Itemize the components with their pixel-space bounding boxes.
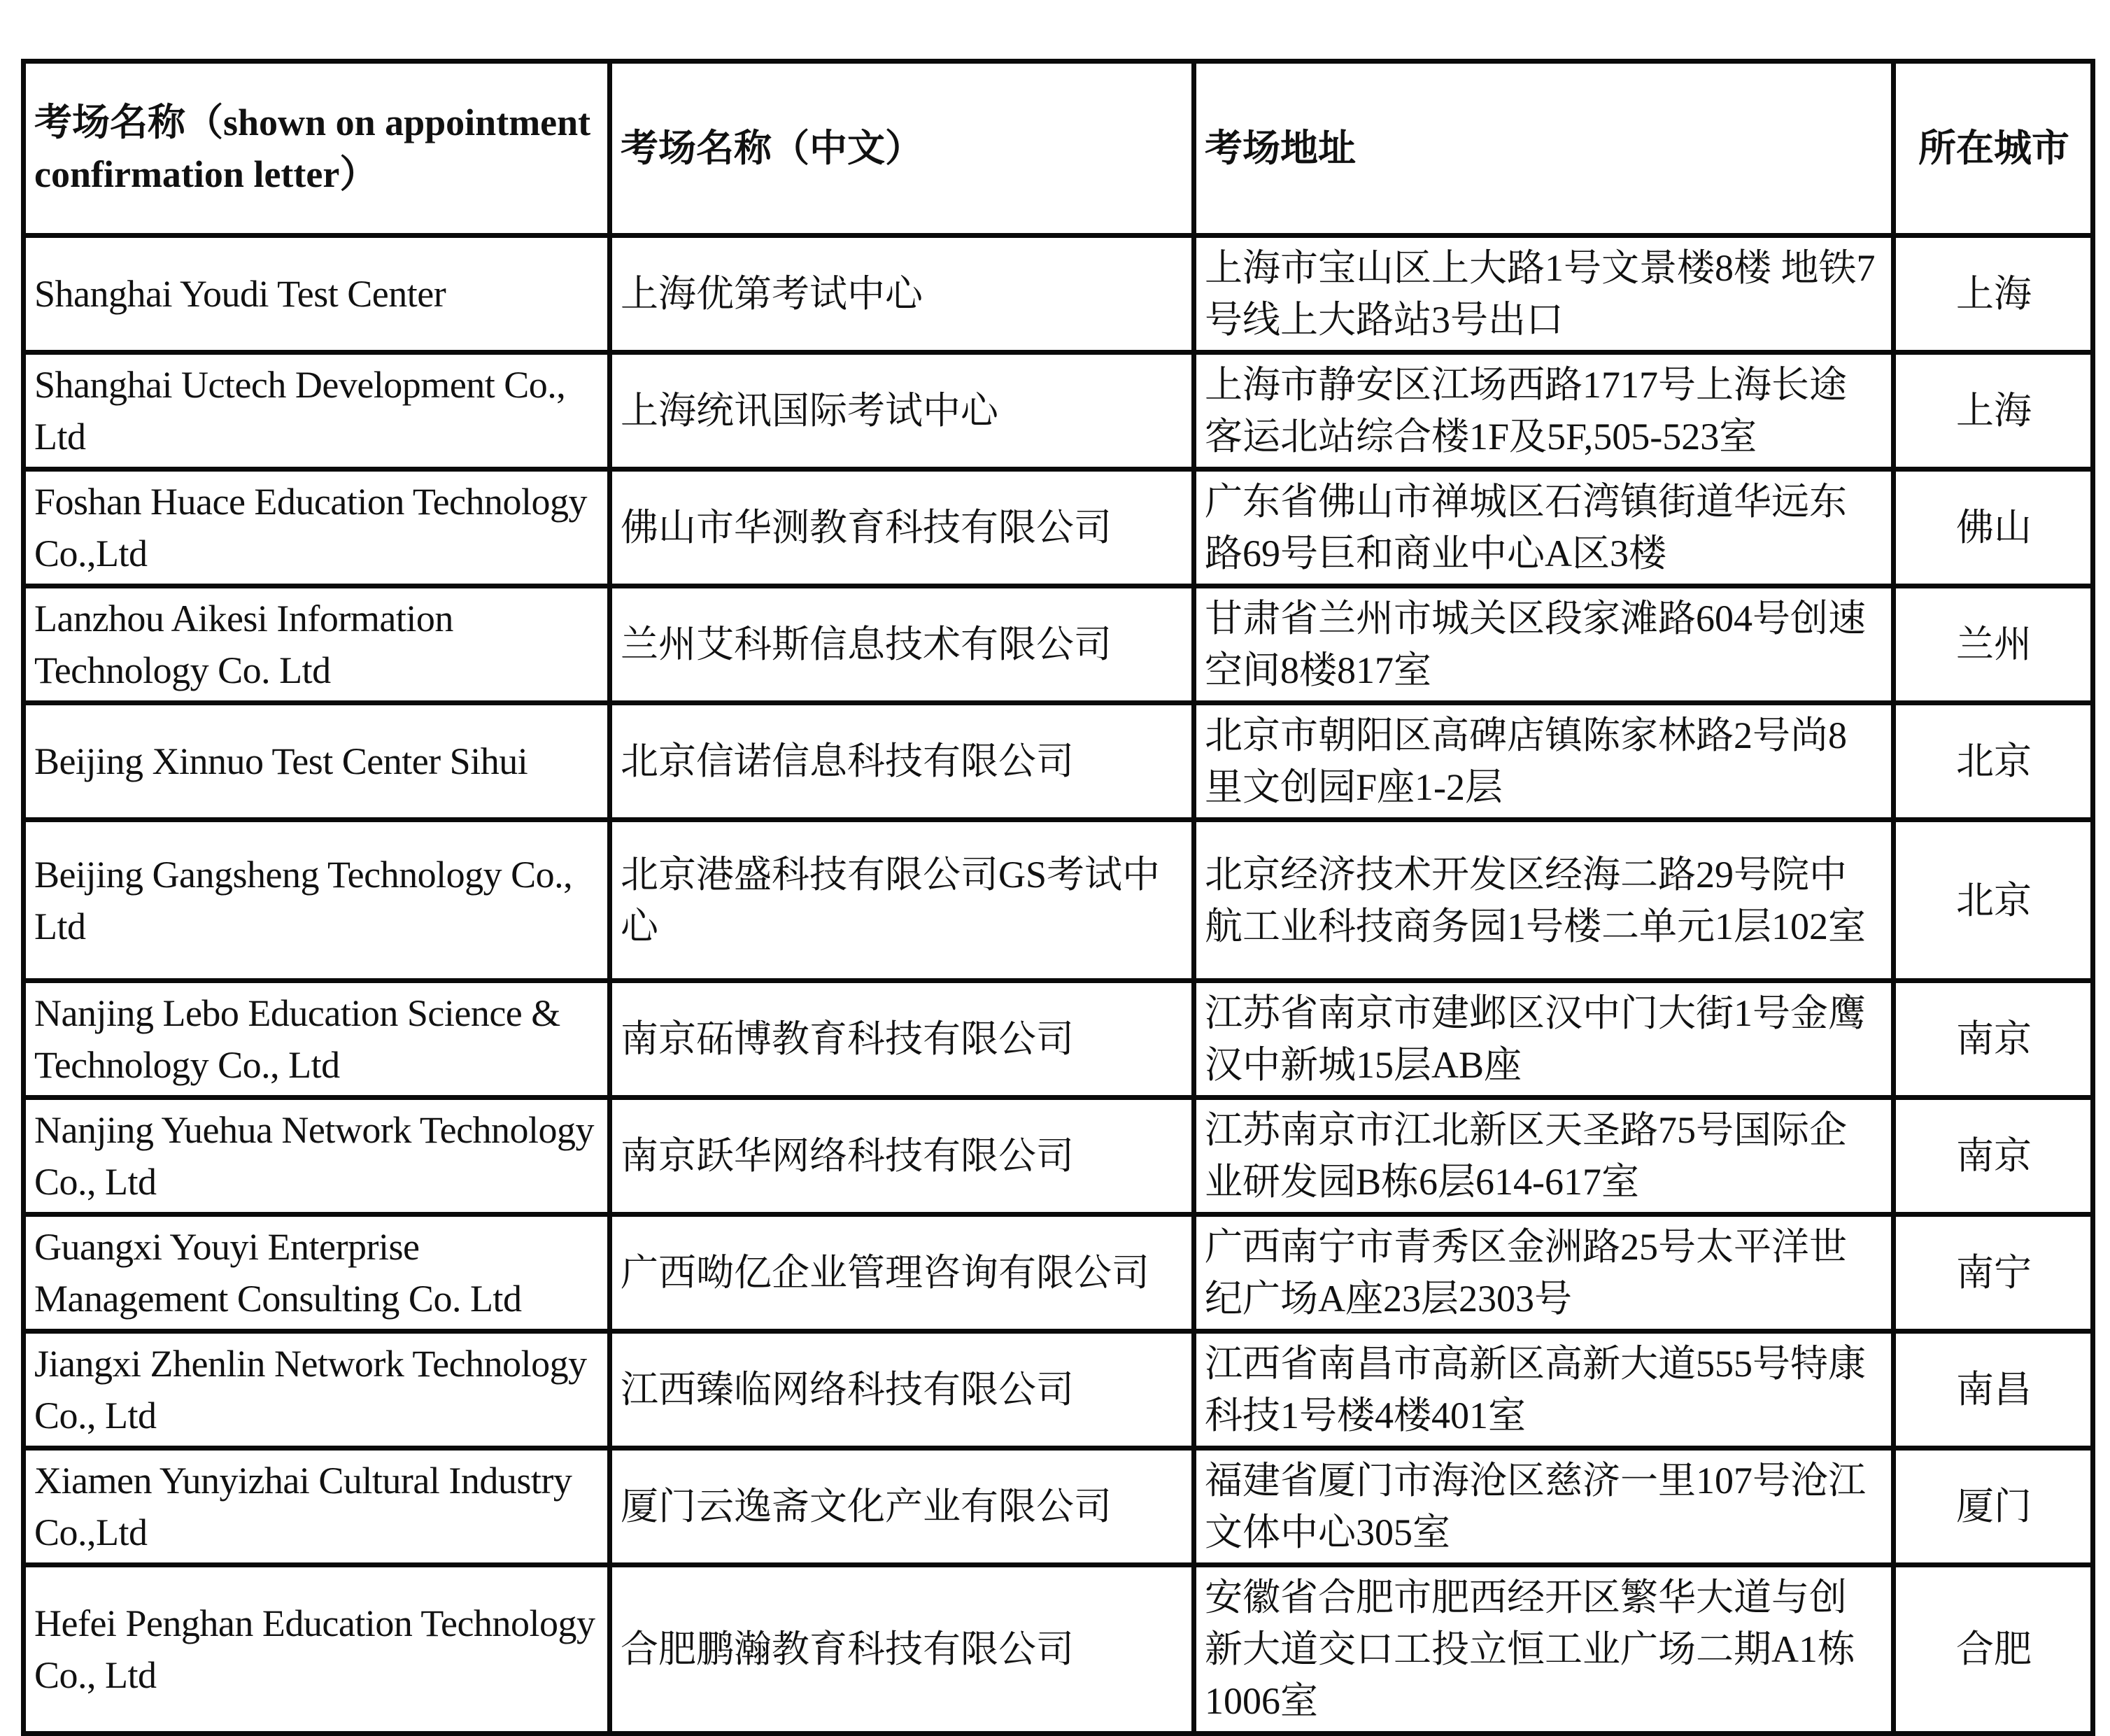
table-body xyxy=(24,236,2093,1734)
cell-address: 江苏省南京市建邺区汉中门大街1号金鹰汉中新城15层AB座 xyxy=(1194,981,1894,1098)
cell-name-cn: 南京跃华网络科技有限公司 xyxy=(610,1098,1194,1215)
cell-address: 江苏南京市江北新区天圣路75号国际企业研发园B栋6层614-617室 xyxy=(1194,1098,1894,1215)
cell-name-en: Foshan Huace Education Technology Co.,Ltd xyxy=(24,470,610,586)
table-row xyxy=(24,353,2093,470)
cell-name-en: Nanjing Yuehua Network Technology Co., Ltd xyxy=(24,1098,610,1215)
table-row xyxy=(24,470,2093,586)
cell-name-en: Guangxi Youyi Enterprise Management Consulting Co. Ltd xyxy=(24,1215,610,1332)
header-city: 所在城市 xyxy=(1894,62,2093,236)
cell-address: 安徽省合肥市肥西经开区繁华大道与创新大道交口工投立恒工业广场二期A1栋1006室 xyxy=(1194,1565,1894,1734)
cell-name-en: Hefei Penghan Education Technology Co., Ltd xyxy=(24,1565,610,1734)
table-header xyxy=(24,62,2093,236)
table-row xyxy=(24,1215,2093,1332)
cell-name-en: Xiamen Yunyizhai Cultural Industry Co.,Ltd xyxy=(24,1448,610,1565)
cell-name-cn: 北京信诺信息科技有限公司 xyxy=(610,703,1194,820)
cell-name-en: Shanghai Uctech Development Co., Ltd xyxy=(24,353,610,470)
cell-name-cn: 上海统讯国际考试中心 xyxy=(610,353,1194,470)
header-row xyxy=(24,62,2093,236)
cell-name-en: Beijing Gangsheng Technology Co., Ltd xyxy=(24,820,610,981)
cell-address: 福建省厦门市海沧区慈济一里107号沧江文体中心305室 xyxy=(1194,1448,1894,1565)
cell-name-en: Jiangxi Zhenlin Network Technology Co., Ltd xyxy=(24,1332,610,1448)
cell-address: 甘肃省兰州市城关区段家滩路604号创速空间8楼817室 xyxy=(1194,586,1894,703)
cell-name-cn: 兰州艾科斯信息技术有限公司 xyxy=(610,586,1194,703)
cell-address: 上海市静安区江场西路1717号上海长途客运北站综合楼1F及5F,505-523室 xyxy=(1194,353,1894,470)
header-address: 考场地址 xyxy=(1194,62,1894,236)
cell-name-cn: 厦门云逸斋文化产业有限公司 xyxy=(610,1448,1194,1565)
cell-address: 上海市宝山区上大路1号文景楼8楼 地铁7号线上大路站3号出口 xyxy=(1194,236,1894,353)
cell-city: 南昌 xyxy=(1894,1332,2093,1448)
cell-city: 北京 xyxy=(1894,820,2093,981)
header-name-en: 考场名称（shown on appointment confirmation letter） xyxy=(24,62,610,236)
cell-city: 上海 xyxy=(1894,236,2093,353)
cell-address: 广西南宁市青秀区金洲路25号太平洋世纪广场A座23层2303号 xyxy=(1194,1215,1894,1332)
cell-address: 北京市朝阳区高碑店镇陈家林路2号尚8里文创园F座1-2层 xyxy=(1194,703,1894,820)
cell-name-en: Beijing Xinnuo Test Center Sihui xyxy=(24,703,610,820)
cell-city: 南京 xyxy=(1894,1098,2093,1215)
table-row xyxy=(24,1448,2093,1565)
cell-name-cn: 江西臻临网络科技有限公司 xyxy=(610,1332,1194,1448)
cell-city: 厦门 xyxy=(1894,1448,2093,1565)
cell-name-en: Shanghai Youdi Test Center xyxy=(24,236,610,353)
table-row xyxy=(24,981,2093,1098)
cell-name-cn: 佛山市华测教育科技有限公司 xyxy=(610,470,1194,586)
cell-name-en: Nanjing Lebo Education Science & Technology Co., Ltd xyxy=(24,981,610,1098)
cell-name-cn: 北京港盛科技有限公司GS考试中心 xyxy=(610,820,1194,981)
cell-city: 合肥 xyxy=(1894,1565,2093,1734)
cell-name-cn: 广西呦亿企业管理咨询有限公司 xyxy=(610,1215,1194,1332)
table-row xyxy=(24,703,2093,820)
test-center-table xyxy=(21,59,2095,1736)
cell-name-cn: 合肥鹏瀚教育科技有限公司 xyxy=(610,1565,1194,1734)
cell-address: 广东省佛山市禅城区石湾镇街道华远东路69号巨和商业中心A区3楼 xyxy=(1194,470,1894,586)
cell-city: 佛山 xyxy=(1894,470,2093,586)
cell-address: 北京经济技术开发区经海二路29号院中航工业科技商务园1号楼二单元1层102室 xyxy=(1194,820,1894,981)
cell-name-en: Lanzhou Aikesi Information Technology Co. Ltd xyxy=(24,586,610,703)
cell-address: 江西省南昌市高新区高新大道555号特康科技1号楼4楼401室 xyxy=(1194,1332,1894,1448)
table-row xyxy=(24,1332,2093,1448)
test-center-sheet xyxy=(21,59,2090,1736)
cell-name-cn: 南京砳博教育科技有限公司 xyxy=(610,981,1194,1098)
table-row xyxy=(24,1565,2093,1734)
cell-city: 南宁 xyxy=(1894,1215,2093,1332)
table-row xyxy=(24,1098,2093,1215)
table-row xyxy=(24,236,2093,353)
header-name-cn: 考场名称（中文） xyxy=(610,62,1194,236)
cell-city: 北京 xyxy=(1894,703,2093,820)
cell-city: 上海 xyxy=(1894,353,2093,470)
table-row xyxy=(24,586,2093,703)
cell-city: 兰州 xyxy=(1894,586,2093,703)
cell-name-cn: 上海优第考试中心 xyxy=(610,236,1194,353)
table-row xyxy=(24,820,2093,981)
cell-city: 南京 xyxy=(1894,981,2093,1098)
